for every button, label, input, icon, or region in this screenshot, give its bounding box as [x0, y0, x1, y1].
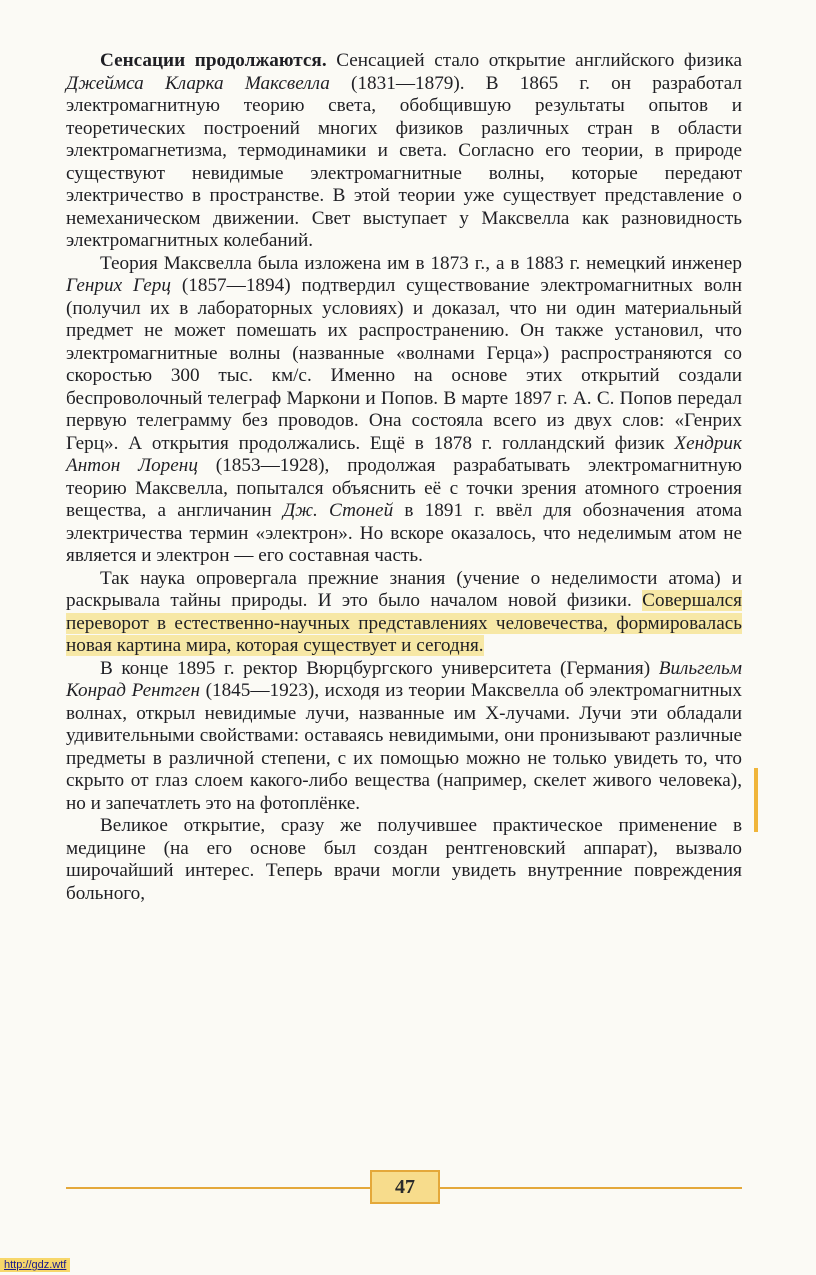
person-name: Генрих Герц — [66, 275, 171, 296]
text-run: (1857—1894) подтвердил существование электромагнитных волн (получил их в лабораторных условиях) и доказал, что ни один материальный предмет не может помешать их распространению. Он также установил, что электромагнитные волны (названные «волнами Герца») распространяются со скоростью 300 тыс. км/с. Именно на основе этих открытий создали беспроволочный телеграф Маркони и Попов. В марте 1897 г. А. С. Попов передал первую телеграмму без проводов. Она состояла всего из двух слов: «Генрих Герц». А открытия продолжались. Ещё в 1878 г. голландский физик — [66, 275, 742, 454]
page-body — [66, 50, 742, 905]
text-run: В конце 1895 г. ректор Вюрцбургского университета (Германия) — [100, 657, 659, 679]
paragraph-roentgen — [66, 658, 742, 816]
person-name: Джеймса Кларка Максвелла — [66, 72, 330, 94]
footer-rule-left — [66, 1187, 370, 1189]
text-run: (1845—1923), исходя из теории Максвелла об электромагнитных волнах, открыл невидимые лучи, названные им X-лучами. Лучи эти обладали удивительными свойствами: оставаясь невидимыми, они пронизывают различные предметы в различной степени, с их помощью можно не только увидеть то, что скрыто от глаз слоем какого-либо вещества (например, скелет живого человека), но и запечатлеть это на фотоплёнке. — [66, 680, 742, 814]
text-run: Сенсацией стало открытие английского физика — [326, 50, 742, 71]
paragraph-new-physics — [66, 568, 742, 658]
text-run: Теория Максвелла была изложена им в 1873 г., а в 1883 г. немецкий инженер — [100, 252, 742, 274]
highlighted-text: Совершался переворот в естественно-научных представлениях человечества, формировалась новая картина мира, которая существует и сегодня. — [66, 590, 742, 656]
paragraph-maxwell — [66, 50, 742, 253]
text-run: (1853—1928), продолжая разрабатывать электромагнитную теорию Максвелла, попытался объяснить её с точки зрения атомного строения вещества, а англичанин — [66, 455, 742, 521]
text-run: (1831—1879). В 1865 г. он разработал электромагнитную теорию света, обобщившую результаты опытов и теоретических построений многих физиков различных стран в области электромагнетизма, термодинамики и света. Согласно его теории, в природе существуют невидимые электромагнитные волны, которые передают электричество в пространстве. В этой теории уже существует представление о немеханическом движении. Свет выступает у Максвелла как разновидность электромагнитных колебаний. — [66, 72, 742, 251]
highlight-margin-bar — [754, 768, 758, 832]
paragraph-xray-medicine — [66, 815, 742, 905]
page-number: 47 — [370, 1170, 440, 1204]
person-name: Дж. Стоней — [282, 500, 394, 521]
person-name: Хендрик Антон Лоренц — [66, 432, 742, 476]
text-run: Великое открытие, сразу же получившее практическое применение в медицине (на его основе был создан рентгеновский аппарат), вызвало широчайший интерес. Теперь врачи могли увидеть внутренние повреждения больного, — [66, 815, 742, 904]
paragraph-hertz — [66, 253, 742, 568]
text-run: Так наука опровергала прежние знания (учение о неделимости атома) и раскрывала тайны природы. И это было началом новой физики. — [66, 567, 742, 611]
text-run: в 1891 г. ввёл для обозначения атома электричества термин «электрон». Но вскоре оказалось, что неделимым атом не является и электрон — его составная часть. — [66, 500, 743, 566]
section-heading: Сенсации продолжаются. — [100, 50, 327, 71]
watermark-link[interactable]: http://gdz.wtf — [0, 1258, 70, 1272]
person-name: Вильгельм Конрад Рентген — [66, 657, 742, 701]
footer-rule-right — [440, 1187, 742, 1189]
